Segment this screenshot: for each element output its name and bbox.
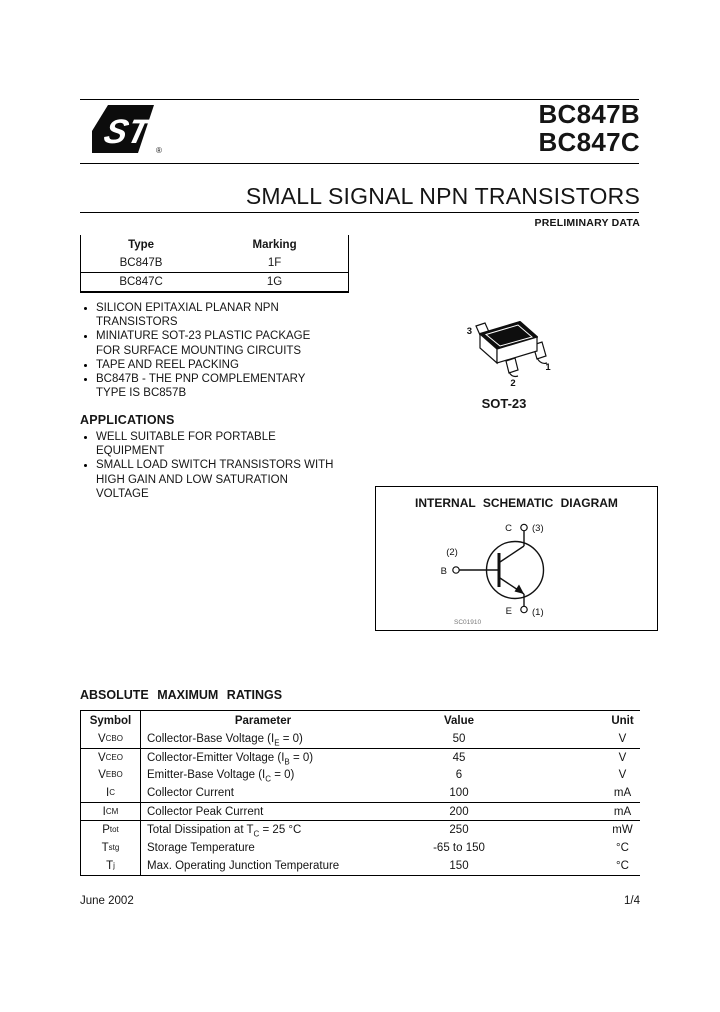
- symbol-cell: V CEO: [81, 749, 141, 767]
- bullet-icon: [84, 335, 87, 338]
- bullet-icon: [84, 364, 87, 367]
- table-row: [81, 730, 640, 749]
- bullet-icon: [84, 307, 87, 310]
- feature-text: SILICON EPITAXIAL PLANAR NPN TRANSISTORS: [96, 302, 279, 329]
- footer-date: June 2002: [80, 895, 134, 907]
- unit-cell: °C: [616, 859, 629, 872]
- list-item: [84, 372, 336, 400]
- base-pin-label: (2): [446, 547, 458, 558]
- table-header-row: [81, 711, 640, 730]
- unit-cell: mW: [612, 824, 633, 837]
- parameter-cell: Collector-Emitter Voltage $(I_B = 0)$: [147, 751, 314, 766]
- symbol-cell: V EBO: [81, 766, 141, 784]
- value-cell: 150: [449, 859, 469, 872]
- parameter-cell: Storage Temperature: [147, 841, 255, 854]
- bullet-icon: [84, 464, 87, 467]
- base-label: B: [440, 566, 447, 577]
- applications-list: [84, 430, 336, 501]
- table-row: [81, 749, 640, 767]
- registered-trademark: ®: [156, 146, 162, 155]
- col-header-parameter: Parameter: [234, 714, 292, 727]
- type-marking-table: [80, 235, 349, 293]
- part-numbers: [538, 100, 640, 156]
- st-logo-icon: [92, 103, 156, 164]
- col-header-unit: Unit: [611, 714, 634, 727]
- parameter-cell: Max. Operating Junction Temperature: [147, 859, 340, 872]
- bullet-icon: [84, 436, 87, 439]
- table-row: [81, 272, 348, 291]
- cell-type: BC847B: [119, 257, 163, 269]
- table-row: [81, 803, 640, 822]
- value-cell: -65 to 150: [433, 841, 485, 854]
- symbol-cell: T stg: [81, 839, 141, 857]
- footer-page-number: 1/4: [624, 895, 640, 907]
- unit-cell: V: [618, 769, 627, 782]
- emitter-label: E: [505, 606, 512, 617]
- parameter-cell: Collector-Base Voltage $(I_E = 0)$: [147, 732, 303, 748]
- schematic-code: SC01910: [454, 619, 482, 626]
- emitter-pin-label: (1): [532, 607, 544, 618]
- list-item: [84, 430, 336, 458]
- col-header-value: Value: [443, 714, 475, 727]
- table-row: [81, 766, 640, 784]
- unit-cell: V: [618, 732, 627, 745]
- pin1-label: 1: [545, 362, 551, 373]
- features-list: [84, 301, 336, 400]
- table-row: [81, 254, 348, 272]
- table-header-row: [81, 235, 348, 254]
- package-name-label: SOT-23: [481, 396, 527, 411]
- schematic-title: INTERNAL SCHEMATIC DIAGRAM: [415, 496, 618, 510]
- amr-title: ABSOLUTE MAXIMUM RATINGS: [80, 688, 283, 702]
- bullet-icon: [84, 378, 87, 381]
- document-title: SMALL SIGNAL NPN TRANSISTORS: [245, 183, 640, 209]
- header-rule-bottom: [80, 212, 639, 213]
- symbol-cell: V CBO: [81, 730, 141, 748]
- table-row: [81, 821, 640, 839]
- list-item: [84, 329, 336, 357]
- table-row: [81, 857, 640, 875]
- col-header-symbol: Symbol: [81, 711, 141, 730]
- parameter-cell: Collector Peak Current: [147, 805, 264, 818]
- symbol-cell: P tot: [81, 821, 141, 839]
- parameter-cell: Collector Current: [147, 786, 234, 799]
- preliminary-data-label: PRELIMINARY DATA: [534, 217, 640, 229]
- table-row: [81, 784, 640, 803]
- symbol-cell: I C: [81, 784, 141, 802]
- pin3-label: 3: [466, 326, 472, 337]
- value-cell: 200: [449, 805, 469, 818]
- part-number-2: BC847C: [538, 127, 640, 157]
- value-cell: 6: [455, 769, 463, 782]
- part-number-1: BC847B: [538, 99, 640, 129]
- parameter-cell: Total Dissipation at $T_C = 25$ °C: [147, 824, 302, 839]
- feature-text: MINIATURE SOT-23 PLASTIC PACKAGE FOR SURFACE MOUNTING CIRCUITS: [96, 330, 311, 357]
- cell-type: BC847C: [119, 276, 163, 288]
- application-text: WELL SUITABLE FOR PORTABLE EQUIPMENT: [96, 431, 276, 458]
- pin2-label: 2: [510, 378, 516, 389]
- symbol-cell: I CM: [81, 803, 141, 821]
- cell-marking: 1F: [267, 257, 282, 269]
- symbol-cell: T j: [81, 857, 141, 875]
- collector-label: C: [505, 523, 512, 534]
- cell-marking: 1G: [266, 276, 283, 288]
- internal-schematic-box: [375, 486, 658, 631]
- list-item: [84, 458, 336, 501]
- unit-cell: mA: [613, 786, 632, 799]
- list-item: [84, 301, 336, 329]
- unit-cell: °C: [616, 841, 629, 854]
- col-header-marking: Marking: [252, 238, 297, 251]
- sot23-package-drawing: [448, 316, 560, 401]
- value-cell: 100: [449, 786, 469, 799]
- table-row: [81, 839, 640, 857]
- list-item: [84, 358, 336, 372]
- value-cell: 50: [452, 732, 466, 745]
- value-cell: 45: [452, 751, 466, 764]
- amr-table: [80, 710, 640, 876]
- collector-pin-label: (3): [532, 523, 544, 534]
- parameter-cell: Emitter-Base Voltage $(I_C = 0)$: [147, 769, 295, 784]
- applications-heading: APPLICATIONS: [80, 413, 175, 427]
- unit-cell: V: [618, 751, 627, 764]
- header-rule-middle: [80, 163, 639, 164]
- unit-cell: mA: [613, 805, 632, 818]
- feature-text: TAPE AND REEL PACKING: [96, 358, 239, 371]
- svg-text:ST: ST: [100, 113, 154, 151]
- application-text: SMALL LOAD SWITCH TRANSISTORS WITH HIGH GAIN AND LOW SATURATION VOLTAGE: [96, 459, 334, 500]
- col-header-type: Type: [128, 238, 155, 251]
- npn-transistor-symbol: [376, 487, 657, 630]
- value-cell: 250: [449, 824, 469, 837]
- feature-text: BC847B - THE PNP COMPLEMENTARY TYPE IS BC857B: [96, 373, 306, 400]
